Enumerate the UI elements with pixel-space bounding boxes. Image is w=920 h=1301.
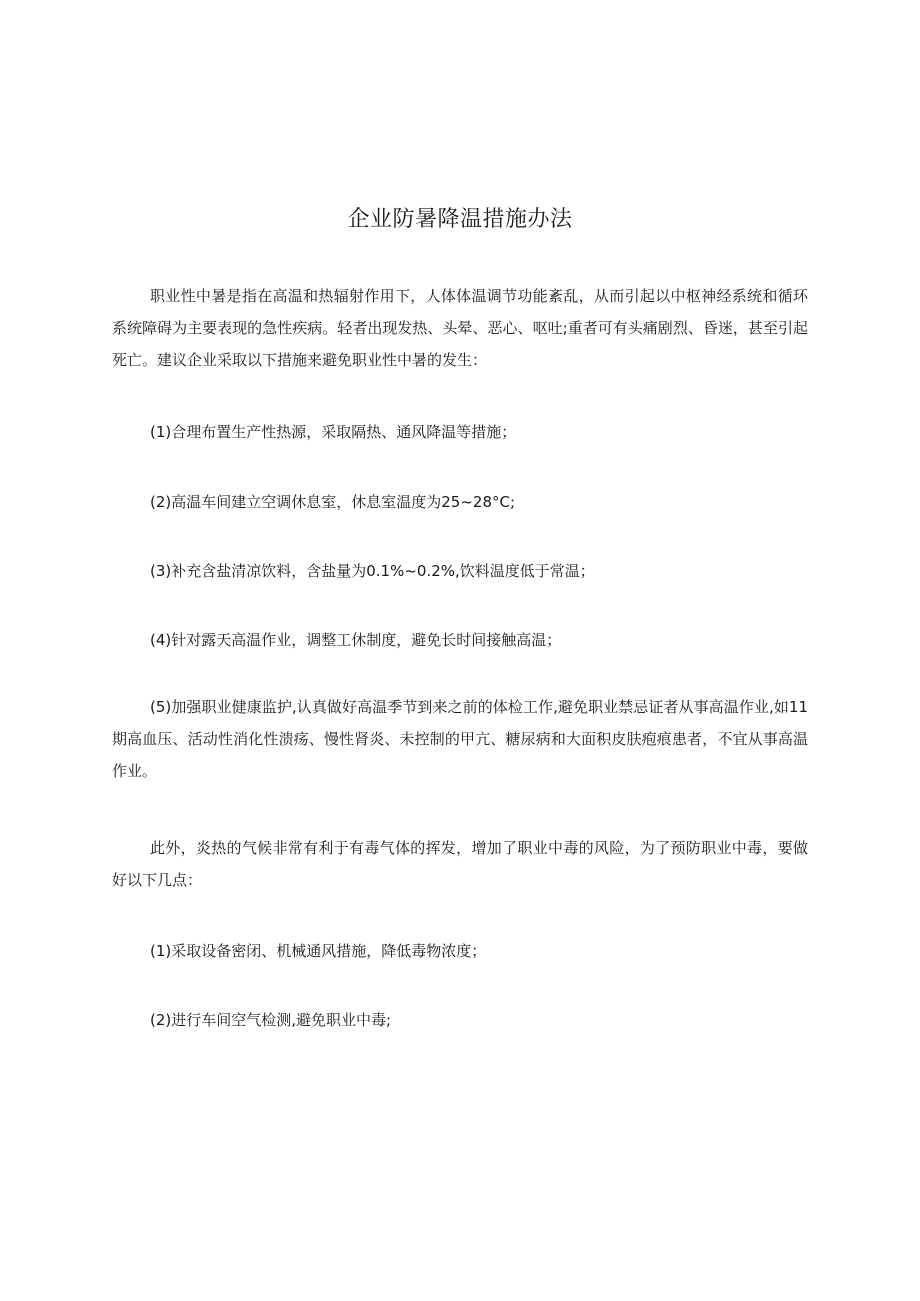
document-title: 企业防暑降温措施办法 (347, 207, 573, 232)
heat-measure-4: (4)针对露天高温作业，调整工休制度，避免长时间接触高温； (150, 631, 562, 649)
heat-measure-3: (3)补充含盐清凉饮料，含盐量为0.1%~0.2%,饮料温度低于常温； (150, 562, 595, 580)
poison-measure-1: (1)采取设备密闭、机械通风措施，降低毒物浓度； (150, 942, 487, 960)
heat-measure-5: (5)加强职业健康监护,认真做好高温季节到来之前的体检工作,避免职业禁忌证者从事高温作业,如11期高血压、活动性消化性溃疡、慢性肾炎、未控制的甲亢、糖尿病和大面积皮肤疱痕患者，不宜从事高温作业。 (112, 698, 808, 780)
intro-paragraph: 职业性中暑是指在高温和热辐射作用下，人体体温调节功能紊乱，从而引起以中枢神经系统和循环系统障碍为主要表现的急性疾病。轻者出现发热、头晕、恶心、呕吐;重者可有头痛剧烈、昏迷，甚至引起死亡。建议企业采取以下措施来避免职业性中暑的发生： (112, 287, 808, 369)
heat-measure-2: (2)高温车间建立空调休息室，休息室温度为25~28°C; (150, 493, 516, 511)
poison-measure-2: (2)进行车间空气检测,避免职业中毒; (150, 1011, 392, 1029)
poison-intro-paragraph: 此外，炎热的气候非常有利于有毒气体的挥发，增加了职业中毒的风险，为了预防职业中毒，要做好以下几点： (112, 839, 808, 889)
heat-measure-1: (1)合理布置生产性热源，采取隔热、通风降温等措施； (150, 423, 517, 441)
